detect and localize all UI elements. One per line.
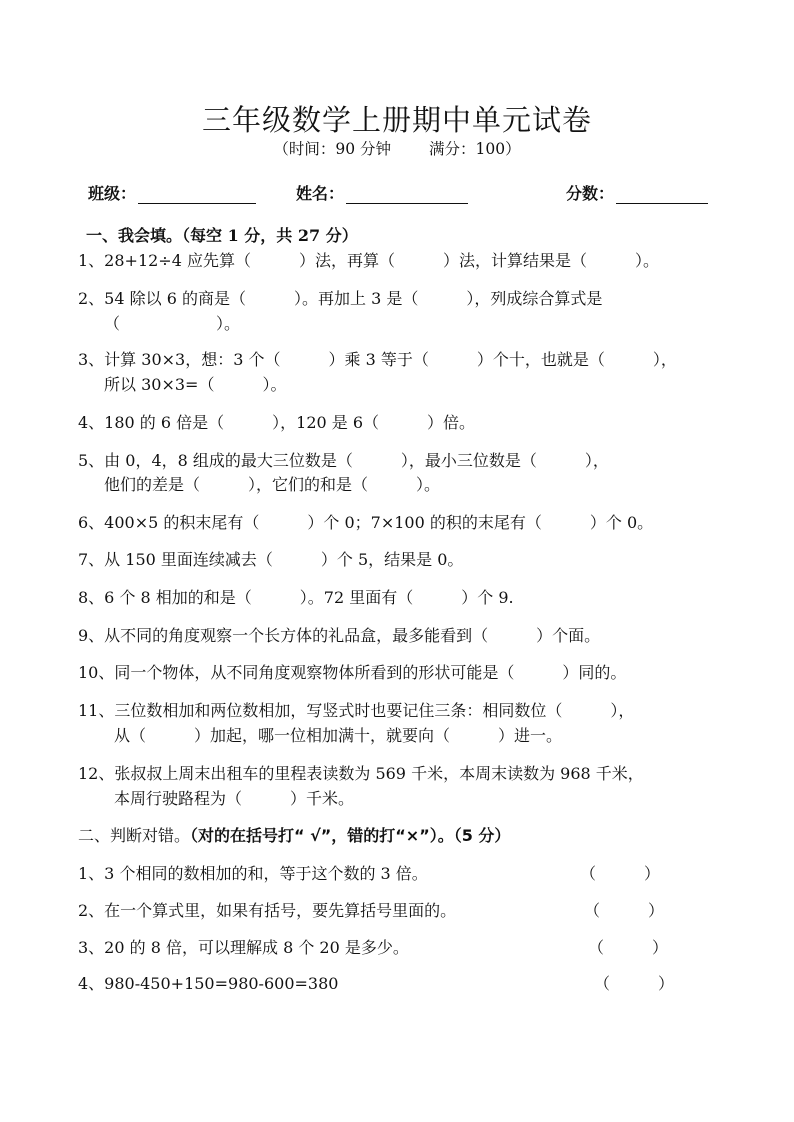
judge-question-2: 2、在一个算式里，如果有括号，要先算括号里面的。 xyxy=(78,901,457,920)
section-2-number: 二、判断对错。 xyxy=(78,826,191,845)
question-6: 6、400×5 的积末尾有（ ）个 0；7×100 的积的末尾有（ ）个 0。 xyxy=(78,513,654,532)
question-9: 9、从不同的角度观察一个长方体的礼品盒，最多能看到（ ）个面。 xyxy=(78,626,601,645)
question-5-line-2: 他们的差是（ ），它们的和是（ ）。 xyxy=(104,475,441,494)
full-score: 满分：100） xyxy=(429,140,521,158)
section-2-heading xyxy=(78,823,510,846)
class-label: 班级： xyxy=(88,184,137,203)
judge-answer-4[interactable]: （ ） xyxy=(594,974,675,993)
question-7: 7、从 150 里面连续减去（ ）个 5，结果是 0。 xyxy=(78,550,464,569)
section-2-title: （对的在括号打“ √”，错的打“×”）。（5 分） xyxy=(190,826,511,845)
score-field xyxy=(566,181,708,204)
question-12-line-2: 本周行驶路程为（ ）千米。 xyxy=(114,789,355,808)
section-1-heading xyxy=(86,223,358,246)
class-field xyxy=(88,181,256,204)
name-blank[interactable] xyxy=(346,186,468,204)
question-3-line-2: 所以 30×3=（ ）。 xyxy=(104,375,287,394)
judge-answer-1[interactable]: （ ） xyxy=(580,864,661,883)
page-title: 三年级数学上册期中单元试卷 xyxy=(201,103,592,137)
time-limit: （时间：90 分钟 xyxy=(273,140,392,158)
judge-question-1: 1、3 个相同的数相加的和，等于这个数的 3 倍。 xyxy=(78,864,428,883)
judge-answer-3[interactable]: （ ） xyxy=(588,938,669,957)
question-3: 3、计算 30×3，想：3 个（ ）乘 3 等于（ ）个十，也就是（ ）， xyxy=(78,350,677,369)
section-1-title: 我会填。（每空 1 分，共 27 分） xyxy=(118,226,358,245)
exam-meta xyxy=(0,137,794,159)
score-blank[interactable] xyxy=(616,186,708,204)
question-11: 11、三位数相加和两位数相加，写竖式时也要记住三条：相同数位（ ）， xyxy=(78,701,635,720)
question-8: 8、6 个 8 相加的和是（ ）。72 里面有（ ）个 9. xyxy=(78,588,514,607)
judge-question-4: 4、980-450+150=980-600=380 xyxy=(78,974,339,993)
question-1: 1、28+12÷4 应先算（ ）法，再算（ ）法，计算结果是（ ）。 xyxy=(78,251,659,270)
question-5: 5、由 0，4，8 组成的最大三位数是（ ），最小三位数是（ ）， xyxy=(78,451,609,470)
question-2-line-2: （ ）。 xyxy=(104,314,241,333)
question-2: 2、54 除以 6 的商是（ ）。再加上 3 是（ ），列成综合算式是 xyxy=(78,289,603,308)
name-label: 姓名： xyxy=(296,184,345,203)
question-12: 12、张叔叔上周末出租车的里程表读数为 569 千米，本周末读数为 968 千米， xyxy=(78,764,644,783)
class-blank[interactable] xyxy=(138,186,256,204)
judge-question-3: 3、20 的 8 倍，可以理解成 8 个 20 是多少。 xyxy=(78,938,409,957)
score-label: 分数： xyxy=(566,184,615,203)
question-11-line-2: 从（ ）加起，哪一位相加满十，就要向（ ）进一。 xyxy=(114,726,563,745)
section-1-number: 一、 xyxy=(86,226,119,245)
question-10: 10、同一个物体，从不同角度观察物体所看到的形状可能是（ ）同的。 xyxy=(78,663,627,682)
name-field xyxy=(296,181,468,204)
question-4: 4、180 的 6 倍是（ ），120 是 6（ ）倍。 xyxy=(78,413,476,432)
judge-answer-2[interactable]: （ ） xyxy=(584,901,665,920)
